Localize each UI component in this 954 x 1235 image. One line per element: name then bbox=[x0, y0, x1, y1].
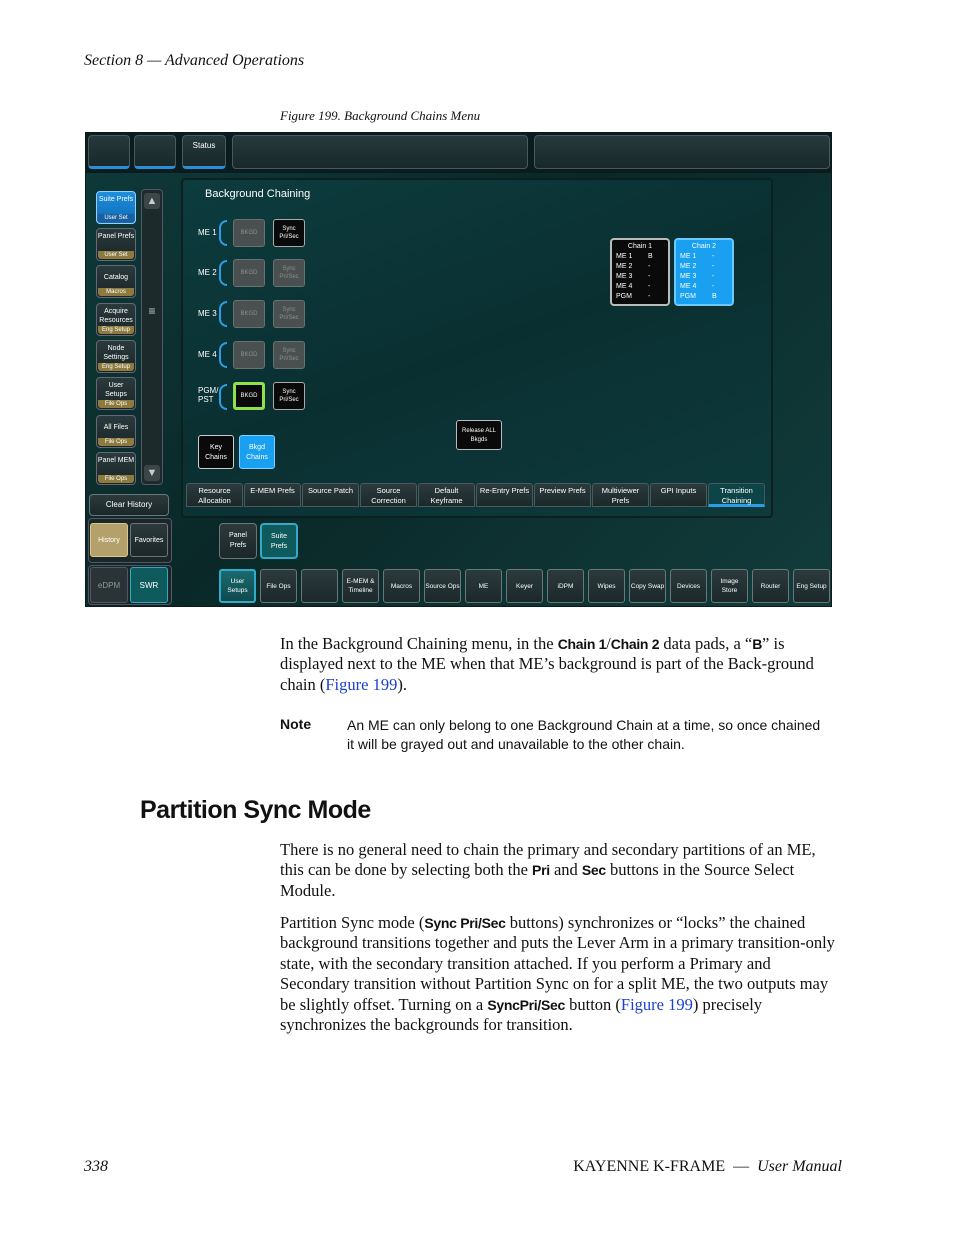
sidebar-label: Panel Prefs bbox=[97, 233, 135, 240]
paragraph-partition-sync: Partition Sync mode (Sync Pri/Sec buttons) synchronizes or “locks” the chained background transitions together and puts the Lever Arm in a primary transition-only state, with the secondary transition attached. If you perform a Primary and Secondary transition without Partition Sync on for a split ME, the two outputs may be slightly offset. Turning on a SyncPri/Sec button (Figure 199) precisely synchronizes the backgrounds for transition. bbox=[280, 913, 835, 1035]
me4-label: ME 4 bbox=[198, 350, 217, 359]
footer-title: KAYENNE K-FRAME — User Manual bbox=[573, 1158, 842, 1175]
tab-resource-allocation[interactable]: Resource Allocation bbox=[186, 483, 243, 507]
sidebar-suite-prefs[interactable] bbox=[96, 191, 136, 224]
sidebar-sub: User Set bbox=[98, 251, 134, 259]
sidebar-sub: File Ops bbox=[98, 475, 134, 483]
chain-row: ME 1 B bbox=[616, 253, 653, 260]
favorites-button[interactable]: Favorites bbox=[130, 523, 168, 557]
scroll-grip-icon[interactable]: ≡ bbox=[148, 304, 156, 318]
panel-title: Background Chaining bbox=[205, 188, 311, 200]
nav-emem-timeline[interactable] bbox=[342, 569, 379, 603]
paragraph-chain-pads: In the Background Chaining menu, in the Chain 1/Chain 2 data pads, a “B” is displayed next to the ME when that ME’s background is part of the Back-ground chain (Figure 199). bbox=[280, 634, 814, 694]
me3-label: ME 3 bbox=[198, 309, 217, 318]
me1-sync-button[interactable] bbox=[273, 219, 305, 247]
suite-prefs-button[interactable]: Suite Prefs bbox=[260, 523, 298, 559]
chain-row: PGM - bbox=[616, 293, 651, 300]
me2-bracket bbox=[219, 260, 227, 286]
nav-label: User Setups bbox=[227, 578, 248, 594]
me1-bkgd-button[interactable] bbox=[233, 219, 265, 247]
me2-bkgd-button[interactable] bbox=[233, 259, 265, 287]
sidebar-label: User Setups bbox=[105, 382, 127, 398]
panel-prefs-button[interactable]: Panel Prefs bbox=[219, 523, 257, 559]
sidebar-catalog[interactable] bbox=[96, 265, 136, 298]
sidebar-sub: Eng Setup bbox=[98, 363, 134, 371]
btn-label: Sync Pri/Sec bbox=[279, 266, 299, 280]
pgm-sync-button[interactable] bbox=[273, 382, 305, 410]
chain-row: ME 4 - bbox=[616, 283, 651, 290]
chain-row: ME 1 - bbox=[680, 253, 715, 260]
background-chains-screenshot bbox=[85, 132, 832, 607]
pgm-bkgd-button[interactable] bbox=[233, 382, 265, 410]
chain-row: ME 2 - bbox=[680, 263, 715, 270]
btn-label: Sync Pri/Sec bbox=[279, 226, 299, 240]
btn-label: Sync Pri/Sec bbox=[279, 348, 299, 362]
sidebar-panel-prefs[interactable] bbox=[96, 228, 136, 261]
nav-label: iDPM bbox=[557, 582, 574, 590]
chain-row: ME 4 - bbox=[680, 283, 715, 290]
nav-label: E-MEM & Timeline bbox=[346, 578, 375, 594]
sidebar-sub: Macros bbox=[98, 288, 134, 296]
nav-label: Keyer bbox=[516, 582, 533, 590]
swr-button[interactable]: SWR bbox=[130, 567, 168, 603]
key-chains-button[interactable]: Key Chains bbox=[198, 435, 234, 469]
me2-label: ME 2 bbox=[198, 268, 217, 277]
sidebar-acquire-resources[interactable] bbox=[96, 303, 136, 336]
me3-bkgd-button[interactable] bbox=[233, 300, 265, 328]
sidebar-sub: File Ops bbox=[98, 400, 134, 408]
sidebar-label: Node Settings bbox=[103, 345, 129, 361]
scroll-down-icon[interactable]: ▼ bbox=[144, 465, 160, 481]
nav-keyer[interactable] bbox=[506, 569, 543, 603]
release-all-bkgds-button[interactable]: Release ALL Bkgds bbox=[456, 420, 502, 450]
sidebar-label: Suite Prefs bbox=[98, 196, 134, 203]
nav-label: Router bbox=[760, 582, 781, 590]
status-button[interactable]: Status bbox=[182, 135, 226, 169]
me1-label: ME 1 bbox=[198, 228, 217, 237]
me2-sync-button[interactable] bbox=[273, 259, 305, 287]
tab-transition-chaining[interactable]: Transition Chaining bbox=[708, 483, 765, 507]
btn-label: Sync Pri/Sec bbox=[279, 307, 299, 321]
top-display-left bbox=[232, 135, 528, 169]
me1-bracket bbox=[219, 220, 227, 246]
chain2-pad[interactable] bbox=[674, 238, 734, 306]
sidebar-label: Catalog bbox=[103, 274, 129, 281]
nav-blank[interactable] bbox=[301, 569, 338, 603]
scroll-up-icon[interactable]: ▲ bbox=[144, 193, 160, 209]
running-head: Section 8 — Advanced Operations bbox=[84, 52, 305, 69]
nav-label: Devices bbox=[676, 582, 701, 590]
nav-label: Source Ops bbox=[425, 582, 460, 590]
top-bar bbox=[86, 133, 832, 173]
edpm-button[interactable]: eDPM bbox=[90, 567, 128, 603]
chain-row: ME 3 - bbox=[680, 273, 715, 280]
sidebar-node-settings[interactable] bbox=[96, 340, 136, 373]
pgm-bracket bbox=[219, 384, 227, 410]
history-button[interactable]: History bbox=[90, 523, 128, 557]
chain2-title: Chain 2 bbox=[691, 243, 717, 250]
chain-row: ME 3 - bbox=[616, 273, 651, 280]
nav-label: Macros bbox=[390, 582, 413, 590]
nav-eng-setup[interactable] bbox=[793, 569, 830, 603]
tab-multiviewer-prefs[interactable]: Multiviewer Prefs bbox=[592, 483, 649, 507]
nav-image-store[interactable] bbox=[711, 569, 748, 603]
tab-source-correction[interactable]: Source Correction bbox=[360, 483, 417, 507]
nav-label: ME bbox=[478, 582, 489, 590]
bkgd-chains-button[interactable]: Bkgd Chains bbox=[239, 435, 275, 469]
top-display-right bbox=[534, 135, 830, 169]
tab-preview-prefs[interactable]: Preview Prefs bbox=[534, 483, 591, 507]
nav-file-ops[interactable] bbox=[260, 569, 297, 603]
nav-me[interactable] bbox=[465, 569, 502, 603]
pgm-pst-label: PGM/ PST bbox=[198, 386, 219, 404]
nav-router[interactable] bbox=[752, 569, 789, 603]
nav-label: Copy Swap bbox=[630, 582, 665, 590]
note-text: An ME can only belong to one Background Chain at a time, so once chained it will be grayed out and unavailable to the other chain. bbox=[347, 717, 821, 752]
sidebar-label: All Files bbox=[103, 424, 129, 431]
sidebar-user-setups[interactable] bbox=[96, 377, 136, 410]
nav-copy-swap[interactable] bbox=[629, 569, 666, 603]
section-heading: Partition Sync Mode bbox=[140, 796, 371, 824]
me4-bracket bbox=[219, 342, 227, 368]
nav-macros[interactable] bbox=[383, 569, 420, 603]
nav-source-ops[interactable] bbox=[424, 569, 461, 603]
chain1-title: Chain 1 bbox=[627, 243, 653, 250]
nav-devices[interactable] bbox=[670, 569, 707, 603]
tab-gpi-inputs[interactable]: GPI Inputs bbox=[650, 483, 707, 507]
btn-label: BKGD bbox=[240, 311, 258, 317]
chain-row: PGM B bbox=[680, 293, 717, 300]
sidebar-label: Panel MEM bbox=[97, 457, 135, 464]
sidebar-scrollbar[interactable] bbox=[141, 189, 163, 485]
nav-label: Wipes bbox=[597, 582, 616, 590]
figure-caption: Figure 199. Background Chains Menu bbox=[280, 108, 481, 123]
chain-row: ME 2 - bbox=[616, 263, 651, 270]
category-tabs bbox=[186, 483, 766, 507]
btn-label: BKGD bbox=[240, 230, 258, 236]
nav-label: Eng Setup bbox=[796, 582, 827, 590]
nav-label: Image Store bbox=[720, 578, 739, 594]
sidebar-label: Acquire Resources bbox=[99, 308, 133, 324]
me3-sync-button[interactable] bbox=[273, 300, 305, 328]
figure-link[interactable]: Figure 199 bbox=[325, 674, 398, 694]
tab-reentry-prefs[interactable]: Re-Entry Prefs bbox=[476, 483, 533, 507]
sidebar-all-files[interactable] bbox=[96, 415, 136, 448]
tab-default-keyframe[interactable]: Default Keyframe bbox=[418, 483, 475, 507]
sidebar-sub: File Ops bbox=[98, 438, 134, 446]
tab-source-patch[interactable]: Source Patch bbox=[302, 483, 359, 507]
note-label: Note bbox=[280, 716, 312, 732]
btn-label: BKGD bbox=[240, 393, 258, 399]
nav-idpm[interactable] bbox=[547, 569, 584, 603]
top-blank-button-1[interactable] bbox=[88, 135, 130, 169]
sidebar-sub: User Set bbox=[98, 214, 134, 222]
top-blank-button-2[interactable] bbox=[134, 135, 176, 169]
me4-bkgd-button[interactable] bbox=[233, 341, 265, 369]
nav-wipes[interactable] bbox=[588, 569, 625, 603]
me3-bracket bbox=[219, 301, 227, 327]
page-number: 338 bbox=[84, 1158, 108, 1175]
chain1-pad[interactable] bbox=[610, 238, 670, 306]
sidebar-sub: Eng Setup bbox=[98, 326, 134, 334]
figure-link[interactable]: Figure 199 bbox=[620, 994, 693, 1014]
tab-emem-prefs[interactable]: E-MEM Prefs bbox=[244, 483, 301, 507]
nav-label: File Ops bbox=[266, 582, 291, 590]
paragraph-partitions: There is no general need to chain the primary and secondary partitions of an ME, this can be done by selecting both the Pri and Sec buttons in the Source Select Module. bbox=[280, 840, 816, 900]
btn-label: BKGD bbox=[240, 270, 258, 276]
btn-label: BKGD bbox=[240, 352, 258, 358]
clear-history-button[interactable]: Clear History bbox=[89, 494, 169, 516]
me4-sync-button[interactable] bbox=[273, 341, 305, 369]
nav-user-setups[interactable] bbox=[219, 569, 256, 603]
btn-label: Sync Pri/Sec bbox=[279, 389, 299, 403]
sidebar-panel-mem[interactable] bbox=[96, 452, 136, 485]
